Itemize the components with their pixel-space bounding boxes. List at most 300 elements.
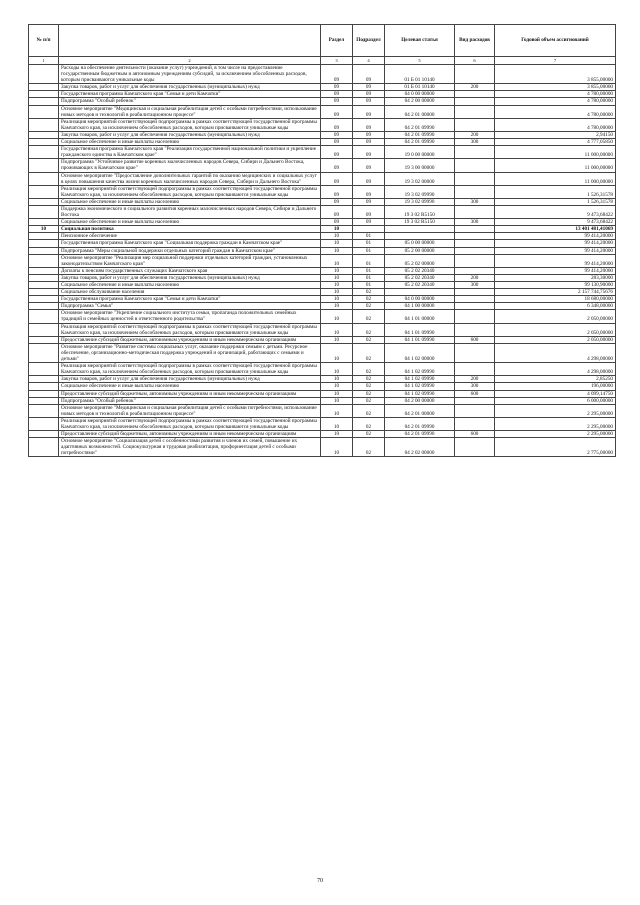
row-vid: 300	[455, 219, 495, 226]
row-vid	[455, 172, 495, 185]
row-podrazdel: 09	[353, 84, 385, 91]
row-name: Государственная программа Камчатского края "Семья и дети Камчатки"	[59, 296, 321, 303]
row-summa: 4 780,00000	[495, 91, 616, 98]
row-celevaya: 04 1 01 09990	[385, 336, 455, 343]
row-celevaya: 05 2 00 00000	[385, 247, 455, 254]
row-number	[29, 205, 59, 218]
row-name: Основное мероприятие "Медицинская и социальная реабилитация детей с особыми потребностями, использование новых методов и технологий в реабилитационном процессе"	[59, 404, 321, 417]
column-index: 2	[59, 57, 321, 65]
row-number	[29, 323, 59, 336]
row-summa: 2 050,00000	[495, 323, 616, 336]
row-summa: 99 414,20000	[495, 233, 616, 240]
row-podrazdel: 09	[353, 219, 385, 226]
row-celevaya: 04 2 01 09990	[385, 139, 455, 146]
row-razdel: 10	[321, 390, 353, 397]
row-name: Подпрограмма "Меры социальной поддержки отдельных категорий граждан в Камчатском крае"	[59, 247, 321, 254]
row-razdel: 10	[321, 310, 353, 323]
row-podrazdel: 02	[353, 296, 385, 303]
row-number	[29, 363, 59, 376]
row-podrazdel: 02	[353, 417, 385, 430]
row-podrazdel: 09	[353, 172, 385, 185]
row-name: Закупка товаров, работ и услуг для обеспечения государственных (муниципальных) нужд	[59, 131, 321, 138]
row-name: Поддержка экономического и социального развития коренных малочисленных народов Севера, Сибири и Дальнего Востока	[59, 205, 321, 218]
row-summa: 11 000,00000	[495, 146, 616, 159]
row-razdel: 10	[321, 397, 353, 404]
row-vid: 300	[455, 198, 495, 205]
row-number	[29, 431, 59, 438]
row-podrazdel: 01	[353, 233, 385, 240]
row-razdel: 09	[321, 198, 353, 205]
table-row	[29, 404, 616, 417]
table-row	[29, 84, 616, 91]
row-celevaya: 04 1 01 09990	[385, 323, 455, 336]
table-row	[29, 254, 616, 267]
row-podrazdel: 09	[353, 185, 385, 198]
row-podrazdel: 01	[353, 254, 385, 267]
table-row	[29, 118, 616, 131]
row-summa: 2 050,00000	[495, 310, 616, 323]
row-vid: 300	[455, 282, 495, 289]
table-row	[29, 336, 616, 343]
row-vid: 300	[455, 383, 495, 390]
row-razdel: 10	[321, 247, 353, 254]
row-summa: 196,00000	[495, 383, 616, 390]
row-celevaya: 04 2 01 09990	[385, 431, 455, 438]
row-podrazdel: 09	[353, 198, 385, 205]
table-row	[29, 417, 616, 430]
row-number	[29, 65, 59, 84]
row-summa: 9 473,68422	[495, 205, 616, 218]
row-vid	[455, 185, 495, 198]
column-index-row	[29, 57, 616, 65]
row-razdel: 09	[321, 205, 353, 218]
row-vid	[455, 247, 495, 254]
row-name: Социальное обеспечение и иные выплаты населению	[59, 139, 321, 146]
row-number	[29, 397, 59, 404]
row-razdel: 09	[321, 65, 353, 84]
row-vid	[455, 397, 495, 404]
row-summa: 6 000,00000	[495, 397, 616, 404]
row-celevaya: 19 0 00 00000	[385, 146, 455, 159]
row-number	[29, 282, 59, 289]
row-vid	[455, 226, 495, 233]
row-podrazdel: 02	[353, 343, 385, 362]
row-name: Подпрограмма "Семья"	[59, 303, 321, 310]
row-celevaya: 04 0 00 00000	[385, 91, 455, 98]
table-row	[29, 226, 616, 233]
row-podrazdel: 09	[353, 65, 385, 84]
row-number	[29, 84, 59, 91]
row-podrazdel: 02	[353, 383, 385, 390]
row-razdel: 09	[321, 219, 353, 226]
row-name: Подпрограмма "Устойчивое развитие коренных малочисленных народов Севера, Сибири и Дальнего Востока, проживающих в Камчатском крае"	[59, 159, 321, 172]
row-razdel: 10	[321, 363, 353, 376]
row-podrazdel: 02	[353, 363, 385, 376]
row-name: Предоставление субсидий бюджетным, автономным учреждениям и иным некоммерческим организациям	[59, 390, 321, 397]
row-razdel: 10	[321, 240, 353, 247]
row-vid	[455, 233, 495, 240]
row-summa: 2 295,00000	[495, 404, 616, 417]
row-summa: 4 780,00000	[495, 118, 616, 131]
row-summa: 99 130,90000	[495, 282, 616, 289]
row-summa: 9 473,68422	[495, 219, 616, 226]
table-row	[29, 289, 616, 296]
row-name: Реализация мероприятий соответствующей подпрограммы в рамках соответствующей государственной программы Камчатского края, за исключением обособленных расходов, которым присваиваются уникальные коды	[59, 363, 321, 376]
row-razdel: 09	[321, 98, 353, 105]
row-razdel: 10	[321, 274, 353, 281]
row-summa: 99 414,20000	[495, 267, 616, 274]
row-name: Социальное обеспечение и иные выплаты населению	[59, 282, 321, 289]
row-vid	[455, 159, 495, 172]
row-summa: 4 298,00000	[495, 363, 616, 376]
row-razdel: 10	[321, 323, 353, 336]
row-razdel: 09	[321, 131, 353, 138]
row-vid: 600	[455, 431, 495, 438]
row-number	[29, 274, 59, 281]
row-number	[29, 233, 59, 240]
row-razdel: 09	[321, 91, 353, 98]
table-row	[29, 219, 616, 226]
row-razdel: 09	[321, 172, 353, 185]
row-razdel: 09	[321, 105, 353, 118]
row-name: Государственная программа Камчатского края "Реализация государственной национальной политики и укрепление гражданского единства в Камчатском крае"	[59, 146, 321, 159]
row-vid	[455, 289, 495, 296]
row-summa: 2 295,00000	[495, 431, 616, 438]
table-row	[29, 98, 616, 105]
row-summa: 2 157 744,75676	[495, 289, 616, 296]
row-celevaya: 05 2 02 20340	[385, 267, 455, 274]
row-name: Закупка товаров, работ и услуг для обеспечения государственных (муниципальных) нужд	[59, 376, 321, 383]
row-celevaya	[385, 233, 455, 240]
row-name: Социальное обеспечение и иные выплаты населению	[59, 383, 321, 390]
table-row	[29, 247, 616, 254]
row-vid: 200	[455, 274, 495, 281]
row-name: Подпрограмма "Особый ребенок"	[59, 397, 321, 404]
row-celevaya: 04 1 00 00000	[385, 303, 455, 310]
budget-table-page	[28, 24, 615, 457]
row-number	[29, 310, 59, 323]
row-name: Закупка товаров, работ и услуг для обеспечения государственных (муниципальных) нужд	[59, 84, 321, 91]
budget-table	[28, 24, 616, 457]
row-name: Социальное обслуживание населения	[59, 289, 321, 296]
row-summa: 99 414,20000	[495, 240, 616, 247]
table-row	[29, 323, 616, 336]
row-podrazdel: 02	[353, 303, 385, 310]
row-podrazdel: 02	[353, 310, 385, 323]
row-vid	[455, 205, 495, 218]
row-number	[29, 240, 59, 247]
row-number	[29, 383, 59, 390]
row-vid	[455, 146, 495, 159]
row-celevaya: 19 3 02 R5150	[385, 219, 455, 226]
table-row	[29, 205, 616, 218]
table-row	[29, 303, 616, 310]
row-number	[29, 146, 59, 159]
row-razdel: 10	[321, 343, 353, 362]
table-row	[29, 438, 616, 457]
table-row	[29, 274, 616, 281]
row-vid	[455, 363, 495, 376]
row-podrazdel: 09	[353, 146, 385, 159]
row-name: Реализация мероприятий соответствующей подпрограммы в рамках соответствующей государственной программы Камчатского края, за исключением обособленных расходов, которым присваиваются уникальные коды	[59, 417, 321, 430]
row-podrazdel: 01	[353, 247, 385, 254]
row-celevaya: 19 3 02 09990	[385, 185, 455, 198]
row-number	[29, 219, 59, 226]
row-podrazdel: 01	[353, 240, 385, 247]
row-vid	[455, 310, 495, 323]
row-razdel: 10	[321, 226, 353, 233]
row-summa: 2 050,00000	[495, 336, 616, 343]
row-name: Пенсионное обеспечение	[59, 233, 321, 240]
row-name: Основное мероприятие "Укрепление социального института семьи, пропаганда положительных семейных традиций и семейных ценностей в ответственного родительства"	[59, 310, 321, 323]
row-vid	[455, 118, 495, 131]
table-row	[29, 91, 616, 98]
row-vid	[455, 267, 495, 274]
row-number	[29, 91, 59, 98]
row-number	[29, 336, 59, 343]
row-name: Реализация мероприятий соответствующей подпрограммы в рамках соответствующей государственной программы Камчатского края, за исключением обособленных расходов, которым присваиваются уникальные коды	[59, 323, 321, 336]
row-vid	[455, 98, 495, 105]
table-row	[29, 267, 616, 274]
row-vid: 200	[455, 84, 495, 91]
row-name: Государственная программа Камчатского края "Социальная поддержка граждан в Камчатском крае"	[59, 240, 321, 247]
table-row	[29, 310, 616, 323]
table-row	[29, 431, 616, 438]
row-podrazdel: 02	[353, 431, 385, 438]
row-celevaya: 01 Б 01 10140	[385, 84, 455, 91]
row-podrazdel: 02	[353, 289, 385, 296]
row-name: Реализация мероприятий соответствующей подпрограммы в рамках соответствующей государственной программы Камчатского края, за исключением обособленных расходов, которым присваиваются уникальные коды	[59, 185, 321, 198]
row-summa: 3 855,00000	[495, 65, 616, 84]
row-celevaya: 04 1 02 09990	[385, 376, 455, 383]
table-row	[29, 105, 616, 118]
row-summa: 1 526,31578	[495, 185, 616, 198]
row-celevaya: 04 2 01 09990	[385, 118, 455, 131]
row-celevaya: 05 2 02 20340	[385, 274, 455, 281]
row-summa: 4 780,00000	[495, 105, 616, 118]
row-razdel: 10	[321, 282, 353, 289]
row-razdel: 09	[321, 185, 353, 198]
row-number	[29, 159, 59, 172]
row-podrazdel: 09	[353, 131, 385, 138]
row-number	[29, 404, 59, 417]
row-name: Основное мероприятие "Медицинская и социальная реабилитация детей с особыми потребностями, использование новых методов и технологий в реабилитационном процессе"	[59, 105, 321, 118]
row-razdel: 10	[321, 336, 353, 343]
row-name: Предоставление субсидий бюджетным, автономным учреждениям и иным некоммерческим организациям	[59, 431, 321, 438]
row-vid: 600	[455, 390, 495, 397]
row-razdel: 10	[321, 254, 353, 267]
row-celevaya: 05 0 00 00000	[385, 240, 455, 247]
row-celevaya: 01 Б 01 10140	[385, 65, 455, 84]
row-number	[29, 296, 59, 303]
row-number	[29, 343, 59, 362]
row-celevaya: 04 2 01 00000	[385, 105, 455, 118]
row-number	[29, 390, 59, 397]
row-podrazdel: 02	[353, 404, 385, 417]
row-razdel: 09	[321, 118, 353, 131]
row-number	[29, 438, 59, 457]
row-vid: 200	[455, 131, 495, 138]
row-razdel: 09	[321, 146, 353, 159]
row-razdel: 10	[321, 376, 353, 383]
table-row	[29, 172, 616, 185]
row-name: Предоставление субсидий бюджетным, автономным учреждениям и иным некоммерческим организациям	[59, 336, 321, 343]
table-row	[29, 376, 616, 383]
row-name: Подпрограмма "Особый ребенок"	[59, 98, 321, 105]
table-row	[29, 139, 616, 146]
row-summa: 2,94150	[495, 131, 616, 138]
row-number	[29, 303, 59, 310]
row-number: 10	[29, 226, 59, 233]
row-podrazdel: 02	[353, 376, 385, 383]
header-num: № п/п	[29, 25, 59, 57]
row-vid	[455, 296, 495, 303]
row-razdel: 10	[321, 417, 353, 430]
row-celevaya	[385, 226, 455, 233]
table-row	[29, 343, 616, 362]
row-number	[29, 131, 59, 138]
row-number	[29, 267, 59, 274]
table-row	[29, 198, 616, 205]
column-index: 6	[455, 57, 495, 65]
header-razdel: Раздел	[321, 25, 353, 57]
row-name: Социальное обеспечение и иные выплаты населению	[59, 198, 321, 205]
row-number	[29, 417, 59, 430]
header-summa: Годовой объем ассигнований	[495, 25, 616, 57]
row-podrazdel: 09	[353, 139, 385, 146]
row-razdel: 09	[321, 139, 353, 146]
row-summa: 4 780,00000	[495, 98, 616, 105]
page-number: 70	[317, 878, 323, 884]
row-vid	[455, 343, 495, 362]
row-podrazdel: 09	[353, 98, 385, 105]
table-row	[29, 296, 616, 303]
row-name: Основное мероприятие "Развитие системы социальных услуг, оказание поддержки семьям с детьми. Ресурсное обеспечение, организационно-методическая поддержка учреждений и организаций, работающих с семьями и детьми"	[59, 343, 321, 362]
row-vid	[455, 65, 495, 84]
row-podrazdel: 01	[353, 267, 385, 274]
table-row	[29, 240, 616, 247]
row-number	[29, 254, 59, 267]
row-celevaya: 19 3 02 R5150	[385, 205, 455, 218]
table-row	[29, 185, 616, 198]
table-row	[29, 131, 616, 138]
row-vid	[455, 91, 495, 98]
header-vid: Вид расходов	[455, 25, 495, 57]
row-celevaya: 05 2 02 20340	[385, 282, 455, 289]
row-razdel: 10	[321, 404, 353, 417]
row-number	[29, 198, 59, 205]
row-celevaya: 19 3 02 00000	[385, 172, 455, 185]
row-summa: 4 777,05850	[495, 139, 616, 146]
row-podrazdel: 09	[353, 118, 385, 131]
row-vid	[455, 417, 495, 430]
row-number	[29, 139, 59, 146]
row-number	[29, 247, 59, 254]
row-name: Основное мероприятие "Реализация мер социальной поддержки отдельных категорий граждан, установленных законодательством Камчатского края"	[59, 254, 321, 267]
row-summa: 18 680,00000	[495, 296, 616, 303]
row-vid	[455, 438, 495, 457]
row-number	[29, 185, 59, 198]
header-celevaya: Целевая статья	[385, 25, 455, 57]
row-razdel: 10	[321, 383, 353, 390]
row-vid	[455, 404, 495, 417]
row-name: Социальная политика	[59, 226, 321, 233]
row-summa: 99 414,20000	[495, 254, 616, 267]
row-summa: 2 775,00000	[495, 438, 616, 457]
row-podrazdel: 01	[353, 282, 385, 289]
row-razdel: 10	[321, 303, 353, 310]
row-celevaya: 04 1 02 00000	[385, 343, 455, 362]
row-summa: 1 526,31578	[495, 198, 616, 205]
header-podrazdel: Подраздел	[353, 25, 385, 57]
row-celevaya: 19 3 00 00000	[385, 159, 455, 172]
row-podrazdel: 02	[353, 336, 385, 343]
row-number	[29, 172, 59, 185]
row-name: Реализация мероприятий соответствующей подпрограммы в рамках соответствующей государственной программы Камчатского края, за исключением обособленных расходов, которым присваиваются уникальные коды	[59, 118, 321, 131]
row-vid	[455, 323, 495, 336]
row-celevaya: 05 2 02 00000	[385, 254, 455, 267]
row-celevaya: 04 1 02 09990	[385, 383, 455, 390]
row-name: Основное мероприятие "Социализация детей с особенностями развития и членов их семей, повышение их адаптивных возможностей. Социокультурная и трудовая реабилитация, профориентация детей с особыми потребностями"	[59, 438, 321, 457]
row-number	[29, 105, 59, 118]
row-name: Закупка товаров, работ и услуг для обеспечения государственных (муниципальных) нужд	[59, 274, 321, 281]
row-podrazdel: 01	[353, 274, 385, 281]
row-summa: 3 855,00000	[495, 84, 616, 91]
row-vid: 200	[455, 376, 495, 383]
row-celevaya: 04 2 01 09990	[385, 417, 455, 430]
header-name	[59, 25, 321, 57]
table-row	[29, 397, 616, 404]
row-name: Государственная программа Камчатского края "Семья и дети Камчатки"	[59, 91, 321, 98]
row-celevaya	[385, 289, 455, 296]
row-podrazdel: 02	[353, 323, 385, 336]
table-body	[29, 65, 616, 457]
table-row	[29, 390, 616, 397]
column-index: 1	[29, 57, 59, 65]
row-razdel: 10	[321, 233, 353, 240]
table-row	[29, 159, 616, 172]
row-summa: 2 295,00000	[495, 417, 616, 430]
row-summa: 4 298,00000	[495, 343, 616, 362]
row-celevaya: 04 2 02 00000	[385, 438, 455, 457]
row-razdel: 09	[321, 84, 353, 91]
row-podrazdel: 09	[353, 205, 385, 218]
row-summa: 11 000,00000	[495, 159, 616, 172]
row-vid	[455, 303, 495, 310]
row-razdel: 10	[321, 296, 353, 303]
column-index: 7	[495, 57, 616, 65]
row-podrazdel: 02	[353, 390, 385, 397]
row-razdel: 10	[321, 289, 353, 296]
row-vid: 600	[455, 336, 495, 343]
column-index: 3	[321, 57, 353, 65]
row-name: Доплаты к пенсиям государственных служащих Камчатского края	[59, 267, 321, 274]
row-summa: 4 099,14750	[495, 390, 616, 397]
row-vid	[455, 105, 495, 118]
row-razdel: 10	[321, 267, 353, 274]
row-vid	[455, 254, 495, 267]
column-index: 5	[385, 57, 455, 65]
row-razdel: 09	[321, 159, 353, 172]
row-razdel: 10	[321, 431, 353, 438]
row-celevaya: 04 1 02 09990	[385, 390, 455, 397]
row-vid	[455, 240, 495, 247]
row-celevaya: 19 3 02 09990	[385, 198, 455, 205]
row-summa: 11 000,00000	[495, 172, 616, 185]
row-name: Основное мероприятие "Предоставление дополнительных гарантий по оказанию медицинских и социальных услуг в целях повышения качества жизни коренных малочисленных народов Севера, Сибири и Дальнего Востока"	[59, 172, 321, 185]
row-podrazdel	[353, 226, 385, 233]
table-row	[29, 282, 616, 289]
